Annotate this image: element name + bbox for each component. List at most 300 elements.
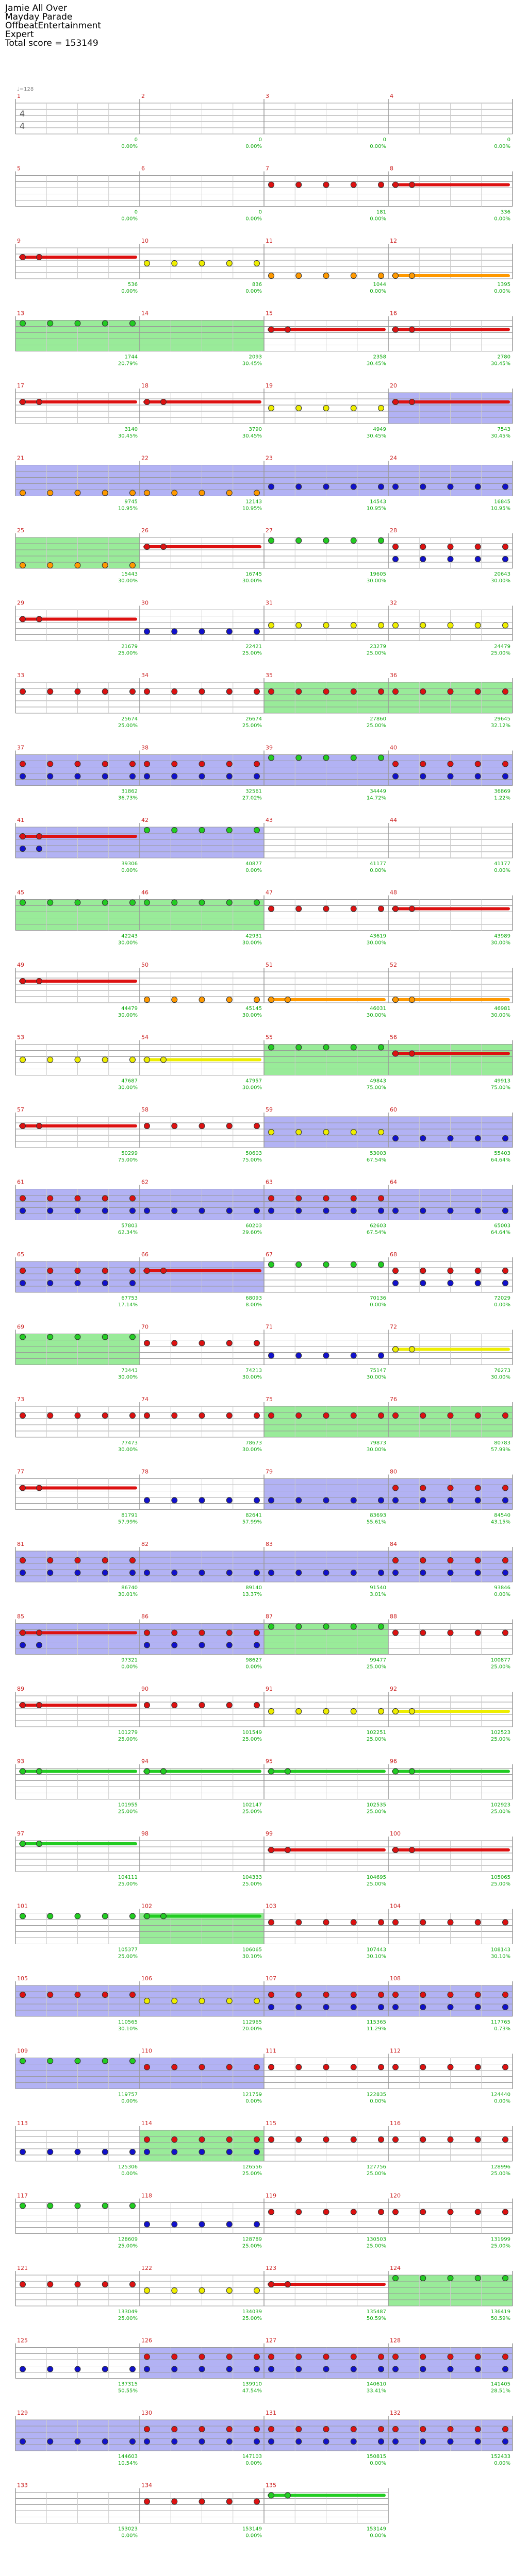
cumulative-score: 91540 [370,1585,386,1591]
measure-percent: 64.64% [490,1230,510,1236]
note-gem [144,490,150,496]
note-gem [144,1998,150,2004]
cumulative-score: 83693 [370,1512,386,1519]
note-gem [351,689,356,695]
note-gem [199,997,205,1003]
note-gem [47,1057,53,1063]
note-gem [144,544,150,550]
note-gem [144,2427,150,2432]
note-gem [20,321,26,326]
note-gem [226,2149,232,2155]
note-gem [102,2149,108,2155]
note-gem [503,622,508,628]
note-gem [226,2366,232,2372]
note-gem [199,689,205,695]
note-gem [475,557,481,562]
note-gem [269,1624,274,1629]
note-gem [226,2137,232,2143]
note-gem [420,689,426,695]
note-gem [475,2439,481,2445]
note-gem [503,1630,508,1636]
measure-number: 33 [17,672,24,679]
chart-row [15,2265,513,2321]
note-gem [144,2137,150,2143]
measure-percent: 25.00% [366,650,386,656]
note-gem [393,1709,399,1714]
note-gem [144,2439,150,2445]
note-gem [75,1208,80,1214]
note-gem [172,1570,177,1576]
note-gem [475,1497,481,1503]
cumulative-score: 44479 [121,1006,138,1012]
note-gem [144,2366,150,2372]
cumulative-score: 147103 [242,2454,262,2460]
note-gem [144,900,150,905]
note-gem [75,2282,80,2287]
measure-percent: 62.34% [118,1230,138,1236]
measure-number: 42 [141,817,148,823]
cumulative-score: 112965 [242,2019,262,2025]
cumulative-score: 102923 [490,1802,510,1808]
note-gem [199,2149,205,2155]
note-gem [448,2276,453,2281]
note-gem [75,1334,80,1340]
note-gem [102,1057,108,1063]
note-gem [226,1642,232,1648]
note-gem [254,261,260,266]
note-gem [378,406,384,411]
note-gem [226,1413,232,1419]
cumulative-score: 106065 [242,1947,262,1953]
measure-percent: 0.00% [370,289,386,294]
note-gem [269,622,274,628]
note-gem [199,1998,205,2004]
chart-row [15,1830,513,1887]
note-gem [269,2354,274,2360]
note-gem [199,2288,205,2294]
note-gem [409,182,415,188]
note-gem [172,689,177,695]
note-gem [199,2427,205,2432]
note-gem [130,900,136,905]
chart-row [15,817,513,873]
measure-number: 22 [141,454,148,462]
cumulative-score: 74213 [245,1368,262,1374]
note-gem [172,828,177,833]
measure-percent: 25.00% [366,723,386,729]
note-gem [102,563,108,568]
note-gem [47,2149,53,2155]
note-gem [351,182,356,188]
note-gem [323,1920,329,1925]
note-gem [351,538,356,544]
note-gem [448,1570,453,1576]
measure-percent: 30.00% [242,1085,262,1091]
cumulative-score: 31862 [121,788,138,795]
note-gem [378,2005,384,2010]
note-gem [47,1570,53,1576]
note-gem [130,2058,136,2064]
note-gem [351,1624,356,1629]
measure-percent: 0.00% [494,868,510,873]
cumulative-score: 0 [383,137,386,143]
measure-percent: 25.00% [118,1809,138,1815]
cumulative-score: 68093 [245,1295,262,1301]
note-gem [393,2427,399,2432]
measure-number: 80 [390,1468,397,1475]
note-gem [296,622,302,628]
measure-percent: 25.00% [242,1809,262,1815]
note-gem [296,2064,302,2070]
note-gem [269,273,274,279]
note-gem [409,399,415,405]
note-gem [226,1630,232,1636]
cumulative-score: 32561 [245,788,262,795]
note-gem [323,2209,329,2215]
note-gem [420,2354,426,2360]
note-gem [254,761,260,767]
measure-number: 86 [141,1613,148,1620]
cumulative-score: 77473 [121,1440,138,1446]
note-gem [20,1281,26,1286]
note-gem [475,1281,481,1286]
note-gem [448,1281,453,1286]
note-gem [351,755,356,761]
note-gem [378,2427,384,2432]
cumulative-score: 7543 [497,427,510,432]
note-gem [172,773,177,779]
measure-number: 119 [266,2192,276,2199]
note-gem [285,1847,290,1853]
measure-percent: 25.00% [366,1809,386,1815]
chart-row [15,238,513,294]
note-gem [393,1570,399,1576]
cumulative-score: 101279 [118,1730,138,1736]
note-gem [36,616,42,622]
note-gem [475,1630,481,1636]
note-gem [420,1485,426,1491]
cumulative-score: 0 [507,137,510,143]
measure-percent: 30.10% [118,2026,138,2032]
note-gem [296,2354,302,2360]
note-gem [20,1268,26,1274]
note-gem [323,2366,329,2372]
cumulative-score: 134039 [242,2309,262,2315]
note-gem [144,2354,150,2360]
cumulative-score: 25674 [121,716,138,722]
note-gem [20,1703,26,1708]
measure-number: 97 [17,1830,24,1837]
note-gem [296,1413,302,1419]
note-gem [475,2354,481,2360]
measure-percent: 25.00% [490,1664,510,1670]
note-gem [378,2366,384,2372]
note-gem [36,1703,42,1708]
note-gem [323,755,329,761]
measure-number: 32 [390,599,397,607]
note-gem [75,2058,80,2064]
note-gem [475,2137,481,2143]
note-gem [172,1123,177,1129]
measure-percent: 0.00% [121,216,138,222]
note-gem [144,2149,150,2155]
measure-number: 112 [390,2047,401,2055]
note-gem [378,1353,384,1358]
measure-percent: 30.00% [242,940,262,946]
measure-percent: 0.00% [245,216,262,222]
chart-row [15,889,513,946]
cumulative-score: 86740 [121,1585,138,1591]
measure-percent: 25.00% [242,1881,262,1887]
measure-percent: 75.00% [366,1085,386,1091]
measure-percent: 25.00% [242,1737,262,1742]
note-gem [269,1196,274,1201]
note-gem [351,484,356,490]
note-gem [448,2005,453,2010]
cumulative-score: 41177 [494,861,510,867]
note-gem [393,2366,399,2372]
note-gem [20,1913,26,1919]
note-gem [269,2282,274,2287]
note-gem [323,1709,329,1714]
note-gem [226,261,232,266]
cumulative-score: 39306 [121,861,138,867]
note-gem [378,1709,384,1714]
note-gem [269,1992,274,1998]
cumulative-score: 98627 [245,1657,262,1663]
cumulative-score: 336 [500,209,510,215]
cumulative-score: 26674 [245,716,262,722]
measure-percent: 30.00% [366,1447,386,1453]
note-gem [351,2005,356,2010]
note-gem [420,1208,426,1214]
measure-percent: 0.00% [245,2461,262,2466]
measure-number: 30 [141,599,148,607]
measure-number: 125 [17,2337,28,2344]
cumulative-score: 0 [134,137,138,143]
note-gem [47,1558,53,1563]
note-gem [144,689,150,695]
note-gem [503,1281,508,1286]
measure-percent: 25.00% [366,1881,386,1887]
note-gem [351,406,356,411]
measure-number: 36 [390,672,397,679]
measure-percent: 36.73% [118,795,138,801]
note-gem [475,484,481,490]
note-gem [351,2427,356,2432]
note-gem [448,1920,453,1925]
note-gem [144,1630,150,1636]
measure-percent: 30.10% [490,1954,510,1960]
cumulative-score: 110565 [118,2019,138,2025]
note-gem [75,321,80,326]
note-gem [351,2354,356,2360]
cumulative-score: 128996 [490,2164,510,2170]
note-gem [20,1769,26,1774]
note-gem [102,2282,108,2287]
measure-percent: 0.00% [121,868,138,873]
measure-number: 8 [390,165,393,172]
measure-number: 124 [390,2265,401,2271]
measure-number: 29 [17,599,24,607]
note-gem [393,2354,399,2360]
note-gem [36,1769,42,1774]
note-gem [503,1413,508,1419]
note-gem [475,1136,481,1141]
chart-row [15,1396,513,1453]
measure-number: 20 [390,382,397,389]
measure-number: 40 [390,744,397,751]
note-gem [144,1057,150,1063]
note-gem [144,261,150,266]
note-gem [351,2137,356,2143]
note-gem [448,2137,453,2143]
note-gem [409,327,415,332]
note-gem [420,773,426,779]
note-gem [47,773,53,779]
note-gem [254,1630,260,1636]
note-gem [475,2276,481,2281]
note-gem [448,2366,453,2372]
measure-percent: 20.00% [242,2026,262,2032]
note-gem [393,906,399,912]
note-gem [475,2064,481,2070]
note-gem [269,484,274,490]
note-gem [160,399,166,405]
note-gem [351,1262,356,1268]
note-gem [75,1992,80,1998]
note-gem [503,1268,508,1274]
measure-percent: 0.73% [494,2026,510,2032]
measure-percent: 25.00% [366,1664,386,1670]
note-gem [448,557,453,562]
cumulative-score: 144603 [118,2454,138,2460]
note-gem [130,1334,136,1340]
measure-number: 115 [266,2120,276,2127]
measure-percent: 0.00% [245,2533,262,2539]
note-gem [47,1268,53,1274]
note-gem [323,1045,329,1050]
cumulative-score: 21679 [121,644,138,650]
note-gem [199,1208,205,1214]
measure-percent: 55.61% [366,1519,386,1525]
note-gem [226,689,232,695]
note-gem [296,1497,302,1503]
note-gem [254,629,260,634]
measure-number: 95 [266,1758,273,1765]
note-gem [172,2499,177,2504]
note-gem [378,273,384,279]
cumulative-score: 102251 [366,1730,386,1736]
cumulative-score: 70136 [370,1295,386,1301]
measure-number: 98 [141,1830,148,1837]
note-gem [160,1057,166,1063]
measure-number: 73 [17,1396,24,1403]
note-gem [393,1413,399,1419]
note-gem [351,273,356,279]
cumulative-score: 82641 [245,1512,262,1519]
note-gem [47,1281,53,1286]
note-gem [393,773,399,779]
note-gem [254,773,260,779]
measure-percent: 25.00% [118,2316,138,2321]
measure-percent: 32.12% [490,723,510,729]
note-gem [323,484,329,490]
measure-number: 47 [266,889,273,896]
note-gem [503,557,508,562]
note-gem [420,2005,426,2010]
tempo-marker: ♩=128 [17,87,34,92]
note-gem [378,622,384,628]
cumulative-score: 97321 [121,1657,138,1663]
note-gem [323,2427,329,2432]
note-gem [36,1123,42,1129]
note-gem [393,1847,399,1853]
cumulative-score: 20643 [494,571,510,577]
note-gem [254,1413,260,1419]
measure-number: 3 [266,93,269,99]
measure-number: 85 [17,1613,24,1620]
note-gem [503,761,508,767]
note-gem [323,2354,329,2360]
measure-percent: 0.00% [121,2098,138,2104]
note-gem [102,1570,108,1576]
note-gem [351,2439,356,2445]
measure-number: 87 [266,1613,273,1620]
note-gem [269,2439,274,2445]
note-gem [503,1136,508,1141]
measure-percent: 25.00% [490,1881,510,1887]
measure-percent: 30.00% [366,940,386,946]
cumulative-score: 93846 [494,1585,510,1591]
note-gem [420,2064,426,2070]
note-gem [172,2149,177,2155]
measure-percent: 0.00% [370,216,386,222]
measure-percent: 17.14% [118,1302,138,1308]
note-gem [172,2427,177,2432]
cumulative-score: 153023 [118,2526,138,2532]
note-gem [199,1570,205,1576]
note-gem [75,900,80,905]
note-gem [199,2499,205,2504]
note-gem [378,182,384,188]
note-gem [172,1998,177,2004]
note-gem [296,182,302,188]
measure-number: 15 [266,310,273,317]
note-gem [323,689,329,695]
measure-number: 89 [17,1686,24,1692]
note-gem [226,773,232,779]
measure-number: 53 [17,1034,24,1041]
note-gem [20,1992,26,1998]
note-gem [503,2276,508,2281]
cumulative-score: 101549 [242,1730,262,1736]
measure-number: 83 [266,1541,273,1547]
measure-number: 109 [17,2047,28,2055]
note-gem [420,1136,426,1141]
note-gem [36,1485,42,1491]
note-gem [475,1413,481,1419]
note-gem [475,1992,481,1998]
measure-percent: 30.00% [490,1374,510,1380]
note-gem [102,1913,108,1919]
cumulative-score: 53003 [370,1151,386,1156]
note-gem [378,1196,384,1201]
measure-percent: 25.00% [242,723,262,729]
note-gem [199,900,205,905]
note-gem [254,2439,260,2445]
note-gem [20,2203,26,2209]
